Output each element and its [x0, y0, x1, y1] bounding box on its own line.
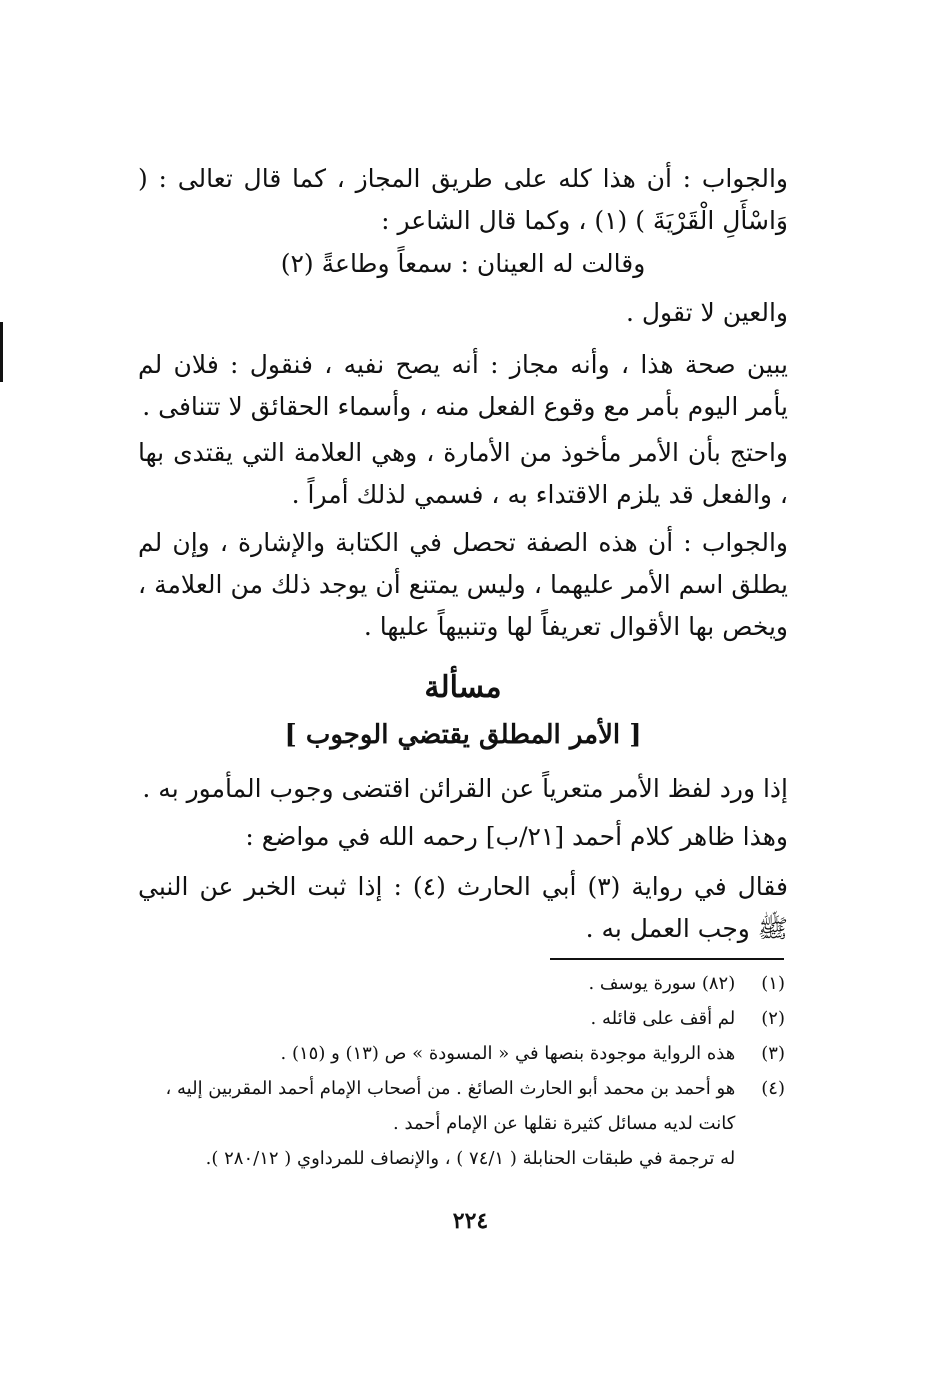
footnote-4-line-2 [140, 1108, 785, 1140]
paragraph-7: إذا ورد لفظ الأمر متعرياً عن القرائن اقتضى وجوب المأمور به . [142, 774, 788, 803]
footnote-4 [140, 1073, 785, 1105]
footnote-4-line-3 [140, 1143, 785, 1175]
footnote-text: هو أحمد بن محمد أبو الحارث الصائغ . من أصحاب الإمام أحمد المقربين إليه ، [165, 1078, 736, 1099]
paragraph-6: والجواب : أن هذه الصفة تحصل في الكتابة والإشارة ، وإن لم يطلق اسم الأمر عليهما ، وليس يمتنع أن يوجد ذلك من العلامة ، ويخص بها الأقوال تعريفاً لها وتنبيهاً عليها . [138, 528, 788, 641]
footnote-2 [140, 1003, 785, 1035]
footnote-text: لم أقف على قائله . [590, 1008, 736, 1029]
paragraph-1: والجواب : أن هذا كله على طريق المجاز ، كما قال تعالى : ( وَاسْأَلِ الْقَرْيَةَ ) (١) ، وكما قال الشاعر : [138, 164, 788, 235]
footnote-text: كانت لديه مسائل كثيرة نقلها عن الإمام أحمد . [393, 1113, 736, 1134]
footnote-text: له ترجمة في طبقات الحنابلة ( ٧٤/١ ) ، والإنصاف للمرداوي ( ٢٨٠/١٢ ). [205, 1148, 736, 1169]
section-title: مسألة [424, 670, 502, 705]
footnote-number: (٣) [761, 1043, 785, 1064]
page-number: ٢٢٤ [452, 1208, 489, 1234]
paragraph-8: وهذا ظاهر كلام أحمد [٢١/ب] رحمه الله في مواضع : [245, 822, 788, 851]
paragraph-3: والعين لا تقول . [626, 298, 788, 327]
paragraph-9: فقال في رواية (٣) أبي الحارث (٤) : إذا ثبت الخبر عن النبي ﷺ وجب العمل به . [138, 872, 789, 943]
footnote-number: (١) [761, 973, 785, 994]
paragraph-4: يبين صحة هذا ، وأنه مجاز : أنه يصح نفيه ، فنقول : فلان لم يأمر اليوم بأمر مع وقوع الفعل منه ، وأسماء الحقائق لا تتنافى . [138, 350, 788, 421]
footnote-text: هذه الرواية موجودة بنصها في « المسودة » ص (١٣) و (١٥) . [280, 1043, 736, 1064]
footnote-number: (٢) [761, 1008, 785, 1029]
margin-mark [0, 322, 3, 382]
footnote-text: (٨٢) سورة يوسف . [588, 973, 736, 994]
footnote-1 [140, 968, 785, 1000]
section-subtitle: [ الأمر المطلق يقتضي الوجوب ] [284, 720, 642, 750]
footnote-3 [140, 1038, 785, 1070]
footnote-divider [550, 958, 784, 960]
poetry-line: وقالت له العينان : سمعاً وطاعةً (٢) [280, 249, 646, 278]
footnote-number: (٤) [761, 1078, 785, 1099]
paragraph-5: واحتج بأن الأمر مأخوذ من الأمارة ، وهي العلامة التي يقتدى بها ، والفعل قد يلزم الاقتداء به ، فسمي لذلك أمراً . [138, 438, 788, 509]
